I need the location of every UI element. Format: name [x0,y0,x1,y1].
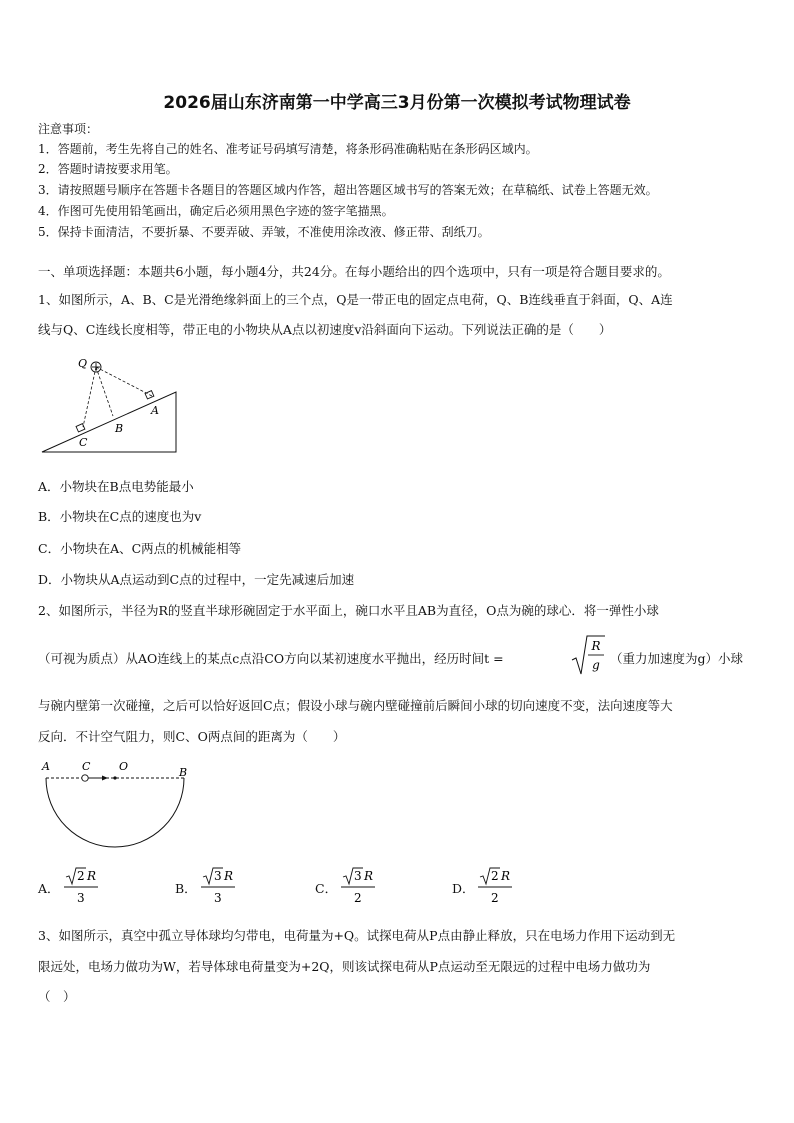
q2-bowl-figure [38,756,198,858]
q2-label-o: O [119,760,129,773]
exam-title: 2026届山东济南第一中学高三3月份第一次模拟考试物理试卷 [163,93,631,113]
q3-line-2: 限远处，电场力做功为W，若导体球电荷量变为+2Q，则该试探电荷从P点运动至无限远的过程中电场力做功为 [38,959,651,974]
q2-line-2-left: （可视为质点）从AO连线上的某点c点沿CO方向以某初速度水平抛出，经历时间t = [38,651,504,666]
notice-item-3: 3．请按照题号顺序在答题卡各题目的答题区域内作答，超出答题区域书写的答案无效；在草稿纸、试卷上答题无效。 [38,183,658,197]
q2-formula-den: g [592,658,600,672]
q2-option-radicand: 3 [214,869,222,883]
q1-incline-figure [38,352,188,456]
q3-line-1: 3、如图所示，真空中孤立导体球均匀带电，电荷量为+Q。试探电荷从P点由静止释放，只在电场力作用下运动到无 [38,928,676,943]
notice-heading: 注意事项： [38,122,99,136]
q2-option-b [175,866,265,910]
q2-time-formula [571,632,607,678]
q2-line-4: 反向．不计空气阻力，则C、O两点间的距离为（ ） [38,729,346,744]
notice-item-1: 1．答题前，考生先将自己的姓名、准考证号码填写清楚，将条形码准确粘贴在条形码区域内。 [38,142,538,156]
q2-option-label: B． [175,881,197,896]
q2-option-label: D． [452,881,475,896]
q2-option-d [452,866,542,910]
q2-label-a: A [42,760,50,773]
q2-option-fraction [476,866,526,910]
section-heading: 一、单项选择题：本题共6小题，每小题4分，共24分。在每小题给出的四个选项中，只有一项是符合题目要求的。 [38,264,670,279]
q2-option-variable: R [87,869,97,883]
q2-formula-num: R [591,639,601,653]
notice-item-4: 4．作图可先使用铅笔画出，确定后必须用黑色字迹的签字笔描黑。 [38,204,394,218]
q2-option-fraction [199,866,249,910]
q1-option-b: B．小物块在C点的速度也为v [38,509,202,524]
q1-label-b: B [115,422,124,435]
q2-option-fraction [62,866,112,910]
q2-label-c: C [82,760,91,773]
q2-line-2-right: （重力加速度为g）小球 [610,651,744,666]
q2-option-denominator: 2 [491,891,499,905]
q2-option-a [38,866,128,910]
q1-label-q: Q [78,357,88,370]
q2-label-b: B [179,766,188,779]
q1-line-2: 线与Q、C连线长度相等，带正电的小物块从A点以初速度v沿斜面向下运动。下列说法正确的是（ ） [38,322,612,337]
q2-option-label: C． [315,881,338,896]
q2-option-c [315,866,405,910]
q2-option-denominator: 3 [77,891,85,905]
q1-option-a: A．小物块在B点电势能最小 [38,479,194,494]
notice-item-5: 5．保持卡面清洁，不要折暴、不要弄破、弄皱，不准使用涂改液、修正带、刮纸刀。 [38,225,490,239]
q2-option-label: A． [38,881,60,896]
q2-option-denominator: 2 [354,891,362,905]
q2-option-fraction [339,866,389,910]
q1-line-1: 1、如图所示，A、B、C是光滑绝缘斜面上的三个点，Q是一带正电的固定点电荷，Q、B连线垂直于斜面，Q、A连 [38,292,673,307]
q2-option-radicand: 2 [77,869,85,883]
q3-line-3: （ ） [38,989,76,1004]
q2-option-variable: R [224,869,234,883]
q2-option-radicand: 2 [491,869,499,883]
q2-option-denominator: 3 [214,891,222,905]
q2-line-1: 2、如图所示，半径为R的竖直半球形碗固定于水平面上，碗口水平且AB为直径，O点为碗的球心．将一弹性小球 [38,603,659,618]
notice-item-2: 2．答题时请按要求用笔。 [38,162,178,176]
q2-line-3: 与碗内壁第一次碰撞，之后可以恰好返回C点；假设小球与碗内壁碰撞前后瞬间小球的切向速度不变，法向速度等大 [38,698,673,713]
q2-option-radicand: 3 [354,869,362,883]
q1-option-c: C．小物块在A、C两点的机械能相等 [38,541,242,556]
q1-label-a: A [151,404,159,417]
q1-option-d: D．小物块从A点运动到C点的过程中，一定先减速后加速 [38,572,355,587]
q1-label-c: C [79,436,88,449]
q2-option-variable: R [364,869,374,883]
q2-option-variable: R [501,869,511,883]
